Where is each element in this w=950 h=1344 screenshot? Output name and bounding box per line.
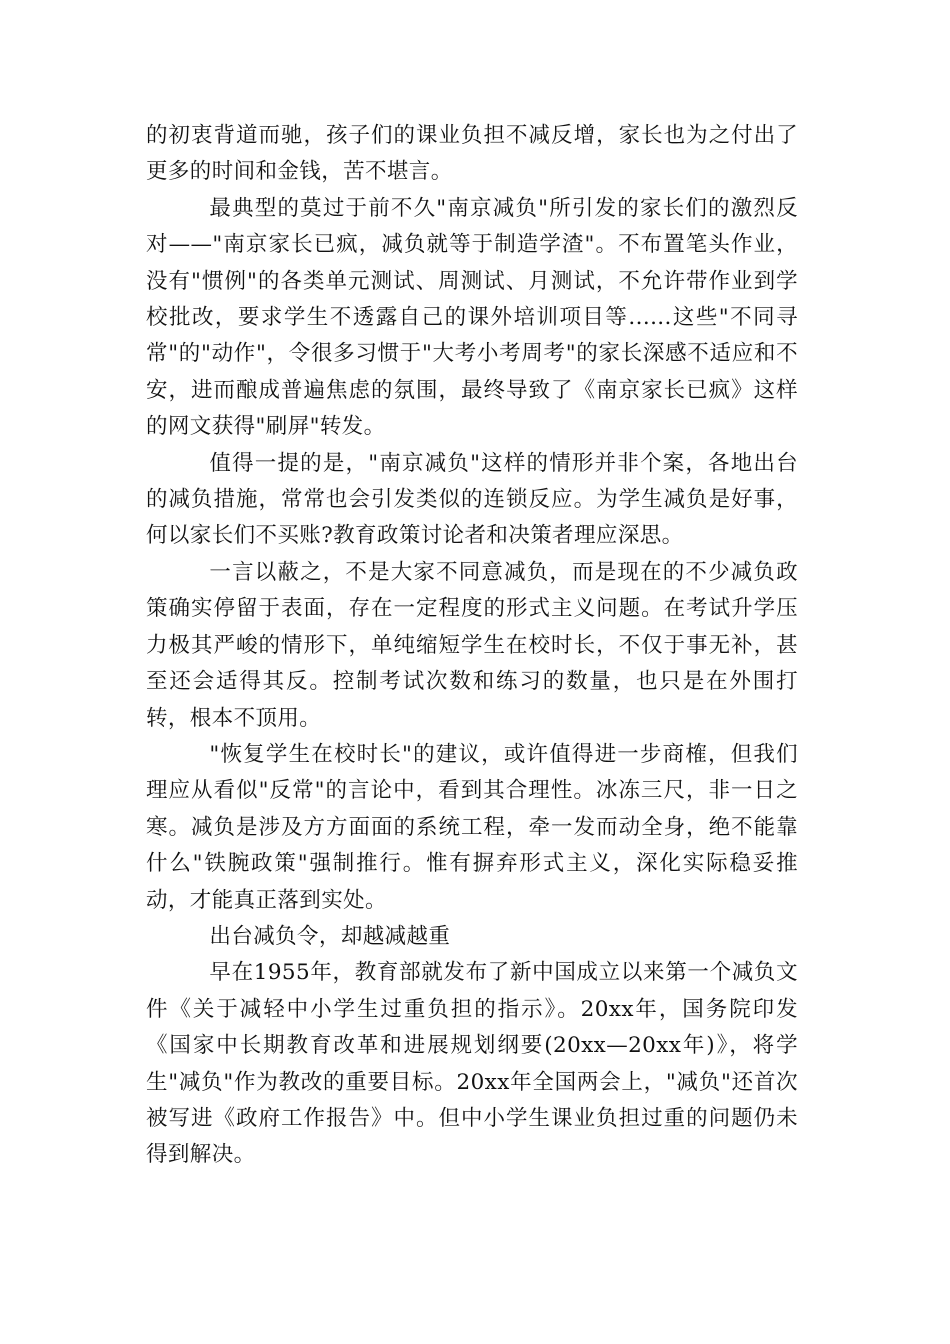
paragraph: 最典型的莫过于前不久"南京减负"所引发的家长们的激烈反对——"南京家长已疯，减负就等于制造学渣"。不布置笔头作业，没有"惯例"的各类单元测试、周测试、月测试，不允许带作业到学校批改，要求学生不透露自己的课外培训项目等......这些"不同寻常"的"动作"，令很多习惯于"大考小考周考"的家长深感不适应和不安，进而酿成普遍焦虑的氛围，最终导致了《南京家长已疯》这样的网文获得"刷屏"转发。 <box>146 195 798 440</box>
document-body <box>146 118 798 1174</box>
paragraph: 早在1955年，教育部就发布了新中国成立以来第一个减负文件《关于减轻中小学生过重负担的指示》。20xx年，国务院印发《国家中长期教育改革和进展规划纲要(20xx—20xx年)》，将学生"减负"作为教改的重要目标。20xx年全国两会上，"减负"还首次被写进《政府工作报告》中。但中小学生课业负担过重的问题仍未得到解决。 <box>146 960 798 1168</box>
paragraph-continuation: 的初衷背道而驰，孩子们的课业负担不减反增，家长也为之付出了更多的时间和金钱，苦不堪言。 <box>146 123 798 185</box>
section-heading: 出台减负令，却越减越重 <box>209 923 451 949</box>
paragraph: 值得一提的是，"南京减负"这样的情形并非个案，各地出台的减负措施，常常也会引发类似的连锁反应。为学生减负是好事，何以家长们不买账?教育政策讨论者和决策者理应深思。 <box>146 450 798 549</box>
paragraph: 一言以蔽之，不是大家不同意减负，而是现在的不少减负政策确实停留于表面，存在一定程度的形式主义问题。在考试升学压力极其严峻的情形下，单纯缩短学生在校时长，不仅于事无补，甚至还会适得其反。控制考试次数和练习的数量，也只是在外围打转，根本不顶用。 <box>146 559 798 731</box>
paragraph: "恢复学生在校时长"的建议，或许值得进一步商榷，但我们理应从看似"反常"的言论中，看到其合理性。冰冻三尺，非一日之寒。减负是涉及方方面面的系统工程，牵一发而动全身，绝不能靠什么"铁腕政策"强制推行。惟有摒弃形式主义，深化实际稳妥推动，才能真正落到实处。 <box>146 741 798 913</box>
